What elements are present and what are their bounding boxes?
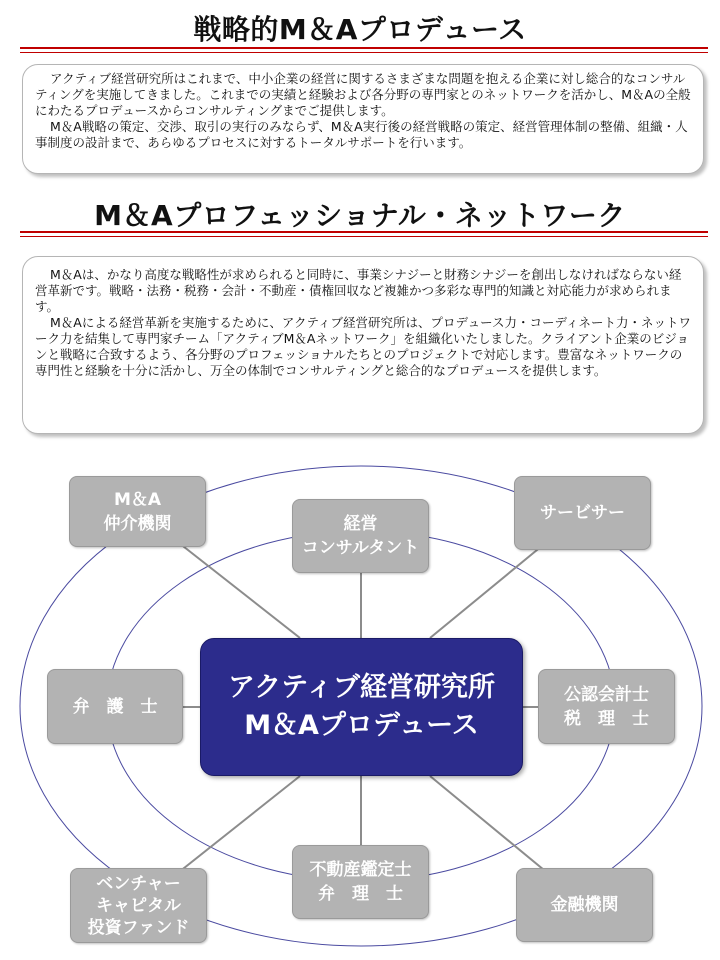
center-node-line1: アクティブ経営研究所 (227, 672, 496, 703)
node-ma-broker-line2: 仲介機関 (103, 513, 172, 534)
node-consultant (292, 499, 429, 573)
node-venture-capital-line1: ベンチャー (96, 873, 181, 894)
network-diagram (0, 455, 720, 960)
center-node-line2: M＆Aプロデュース (244, 710, 479, 741)
node-consultant-line2: コンサルタント (301, 538, 420, 558)
node-ma-broker-line1: M＆A (113, 489, 162, 510)
section2-paragraph-1: M＆Aは、かなり高度な戦略性が求められると同時に、事業シナジーと財務シナジーを創出しなければならない経営革新です。戦略・法務・税務・会計・不動産・債権回収など複雑かつ多彩な専門的知識と対応能力が求められます。 (35, 267, 682, 314)
node-ma-broker (69, 476, 206, 547)
node-venture-capital-line2: キャピタル (96, 895, 181, 916)
section1-textbox (22, 64, 704, 174)
node-appraiser-line1: 不動産鑑定士 (309, 860, 412, 880)
section2-paragraph-2: M＆Aによる経営革新を実施するために、アクティブ経営研究所は、プロデュース力・コーディネート力・ネットワーク力を結集して専門家チーム「アクティブM＆Aネットワーク」を組織化いたしました。クライアント企業のビジョンと戦略に合致するよう、各分野のプロフェッショナルたちとのプロジェクトで対応します。豊富なネットワークの専門性と経験を十分に活かし、万全の体制でコンサルティングと総合的なプロデュースを提供します。 (35, 315, 691, 378)
node-lawyer-label: 弁 護 士 (72, 696, 158, 717)
node-lawyer (47, 669, 183, 744)
node-venture-capital (70, 868, 207, 943)
section1-title: 戦略的M＆Aプロデュース (193, 13, 527, 46)
section2-title: M＆Aプロフェッショナル・ネットワーク (94, 199, 626, 232)
node-financial (516, 868, 653, 942)
node-servicer (514, 476, 651, 550)
node-financial-label: 金融機関 (550, 895, 619, 915)
section2-title-rule (20, 231, 708, 233)
node-consultant-line1: 経営 (343, 514, 378, 534)
node-accountant (538, 669, 675, 744)
node-appraiser-line2: 弁 理 士 (318, 884, 403, 904)
node-accountant-line2: 税 理 士 (564, 708, 649, 729)
section2-textbox (22, 256, 704, 434)
node-venture-capital-line3: 投資ファンド (87, 917, 190, 938)
section1-title-rule (20, 47, 708, 49)
section1-paragraph-1: アクティブ経営研究所はこれまで、中小企業の経営に関するさまざまな問題を抱える企業に対し総合的なコンサルティングを実施してきました。これまでの実績と経験および各分野の専門家とのネットワークを活かし、M＆Aの全般にわたるプロデュースからコンサルティングまでご提供します。 (35, 71, 691, 118)
node-accountant-line1: 公認会計士 (564, 684, 649, 705)
section1-paragraph-2: M＆A戦略の策定、交渉、取引の実行のみならず、M＆A実行後の経営戦略の策定、経営管理体制の整備、組織・人事制度の設計まで、あらゆるプロセスに対するトータルサポートを行います。 (35, 119, 688, 150)
section2-title-rule-thin (20, 236, 708, 237)
section1-title-rule-thin (20, 52, 708, 53)
node-appraiser (292, 845, 429, 919)
center-node-active-ma-produce (200, 638, 523, 776)
node-servicer-label: サービサー (540, 503, 625, 523)
